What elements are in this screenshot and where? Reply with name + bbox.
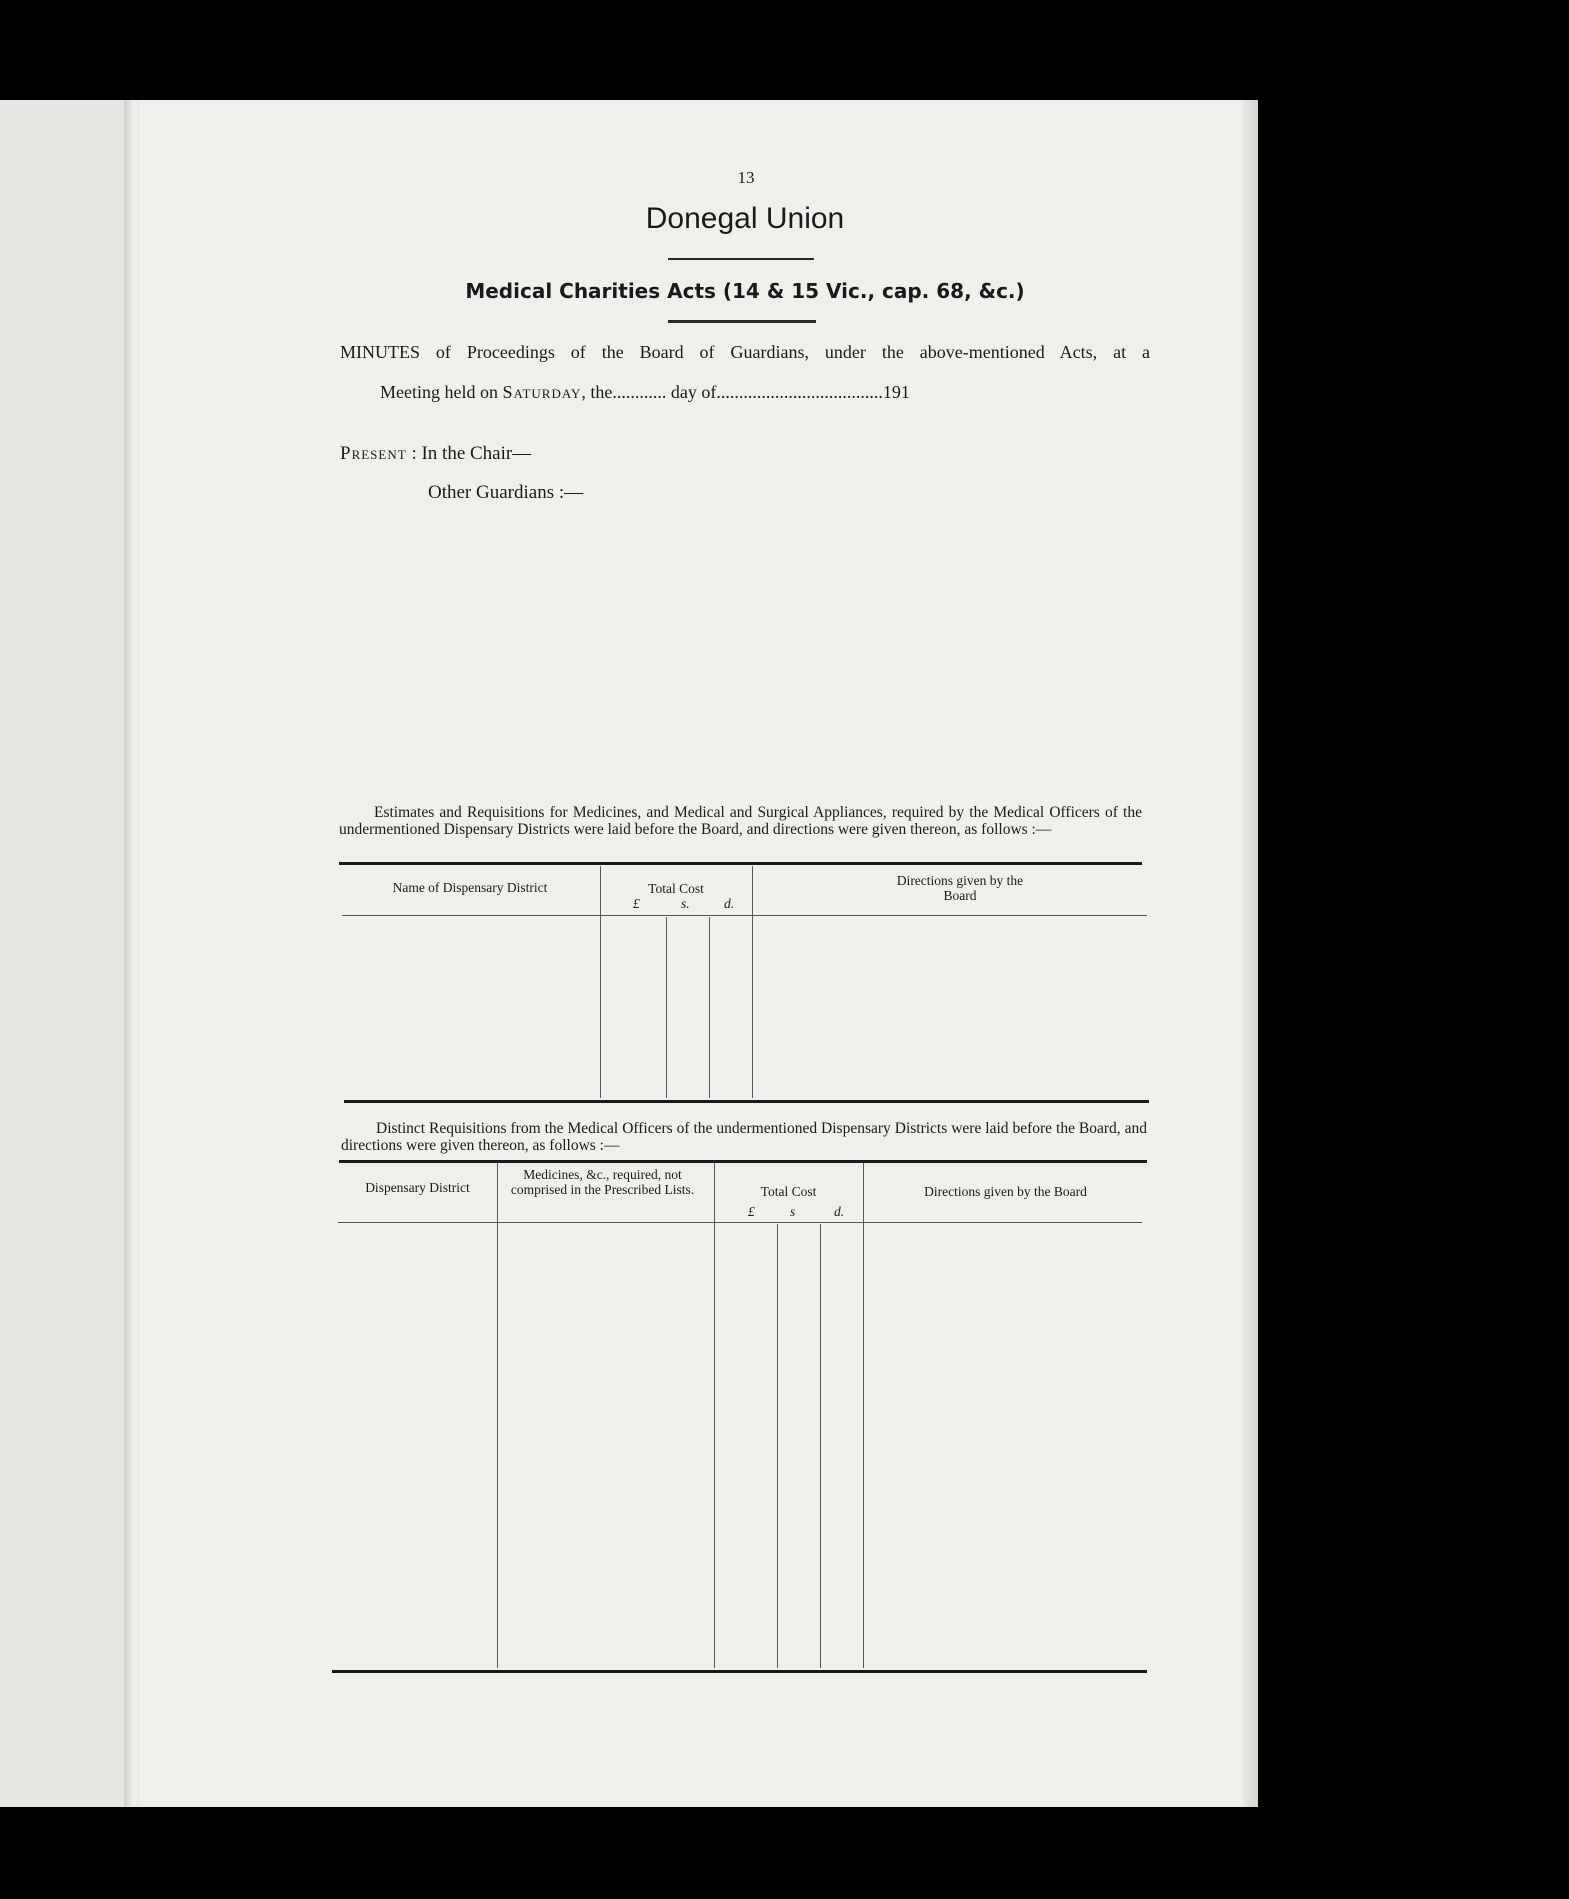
estimates-col-divider xyxy=(752,866,753,1098)
page-title: Donegal Union xyxy=(645,202,845,235)
estimates-col-divider xyxy=(709,917,710,1098)
page-edge xyxy=(1243,100,1258,1807)
requisitions-col-divider xyxy=(497,1163,498,1668)
estimates-bottom-rule xyxy=(344,1100,1149,1103)
requisitions-bottom-rule xyxy=(332,1670,1147,1673)
title-rule xyxy=(668,258,814,260)
estimates-total-cost-header: Total Cost xyxy=(648,881,704,896)
requisitions-total-cost-header: Total Cost xyxy=(760,1184,817,1199)
page-number: 13 xyxy=(737,168,755,187)
estimates-shillings-header: s. xyxy=(681,896,690,911)
estimates-district-header: Name of Dispensary District xyxy=(392,880,548,895)
minutes-line: MINUTES of Proceedings of the Board of Guardians, under the above-mentioned Acts, at a xyxy=(340,342,1150,362)
estimates-intro: Estimates and Requisitions for Medicines, and Medical and Surgical Appliances, required by the Medical Officers of the undermentioned Dispensary Districts were laid before the Board, and directions were given thereon, as follows :— xyxy=(339,804,1142,838)
meeting-suffix: , the............ day of.....................................191 xyxy=(581,382,910,402)
estimates-col-divider xyxy=(600,866,601,1098)
estimates-pounds-header: £ xyxy=(633,896,640,911)
requisitions-pence-header: d. xyxy=(834,1204,845,1219)
present-line xyxy=(340,443,531,465)
present-label: Present xyxy=(340,443,407,464)
estimates-directions-header: Directions given by the Board xyxy=(896,873,1024,903)
estimates-col-divider xyxy=(666,917,667,1098)
other-guardians-line: Other Guardians :— xyxy=(428,482,584,503)
requisitions-header-rule xyxy=(338,1222,1142,1223)
requisitions-col-divider xyxy=(777,1224,778,1668)
estimates-top-rule xyxy=(339,862,1142,865)
requisitions-col-divider xyxy=(714,1163,715,1668)
requisitions-medicines-header: Medicines, &c., required, not comprised in the Prescribed Lists. xyxy=(510,1167,695,1197)
estimates-header-rule xyxy=(342,915,1147,916)
requisitions-intro: Distinct Requisitions from the Medical Officers of the undermentioned Dispensary Districts were laid before the Board, and directions were given thereon, as follows :— xyxy=(341,1120,1147,1154)
requisitions-pounds-header: £ xyxy=(748,1204,755,1219)
present-chair: : In the Chair— xyxy=(411,443,532,464)
meeting-line xyxy=(380,382,1080,403)
requisitions-shillings-header: s xyxy=(790,1204,796,1219)
book-gutter xyxy=(124,100,140,1807)
requisitions-col-divider xyxy=(863,1163,864,1668)
meeting-day: Saturday xyxy=(502,382,582,402)
requisitions-col-divider xyxy=(820,1224,821,1668)
requisitions-district-header: Dispensary District xyxy=(365,1180,470,1195)
estimates-pence-header: d. xyxy=(724,896,735,911)
meeting-prefix: Meeting held on xyxy=(380,382,503,402)
subtitle-rule xyxy=(668,320,816,323)
left-page xyxy=(0,100,133,1807)
requisitions-top-rule xyxy=(339,1160,1147,1163)
requisitions-directions-header: Directions given by the Board xyxy=(924,1184,1087,1199)
page-subtitle: Medical Charities Acts (14 & 15 Vic., cap. 68, &c.) xyxy=(465,279,1025,303)
